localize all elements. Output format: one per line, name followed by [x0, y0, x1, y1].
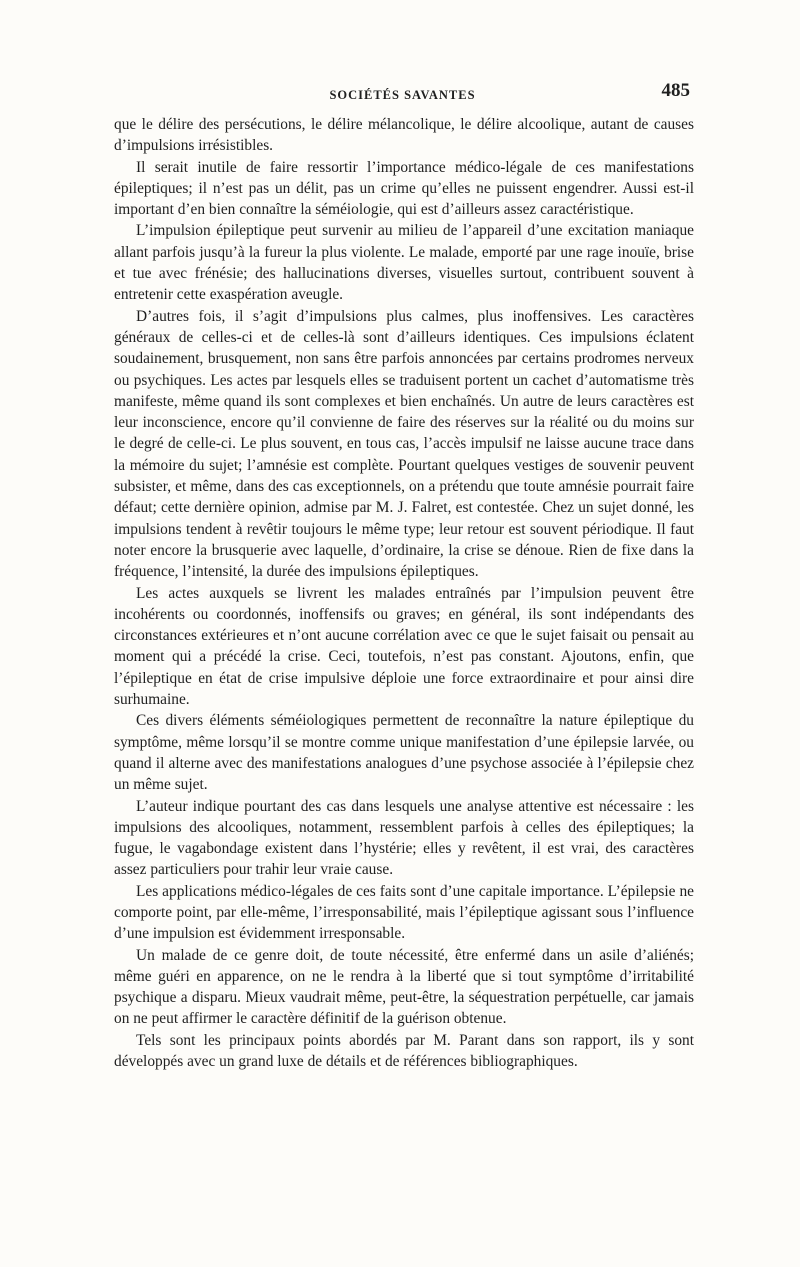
running-title: SOCIÉTÉS SAVANTES — [329, 88, 476, 102]
body-text — [114, 114, 694, 1072]
paragraph: L’impulsion épileptique peut survenir au milieu de l’appareil d’une excitation maniaque allant parfois jusqu’à la fureur la plus violente. Le malade, emporté par une rage inouïe, brise et tue avec frénésie; des hallucinations diverses, visuelles surtout, contribuent souvent à entretenir cette exaspération aveugle. — [114, 222, 694, 304]
running-head — [115, 80, 690, 106]
paragraph: Ces divers éléments séméiologiques permettent de reconnaître la nature épileptique du symptôme, même lorsqu’il se montre comme unique manifestation d’une épilepsie larvée, ou quand il alterne avec des manifestations analogues d’une psychose associée à l’épilepsie chez un même sujet. — [114, 712, 694, 794]
paragraph: Il serait inutile de faire ressortir l’importance médico-légale de ces manifestations épileptiques; il n’est pas un délit, pas un crime qu’elles ne puissent engendrer. Aussi est-il important d’en bien connaître la séméiologie, qui est d’ailleurs assez caractéristique. — [114, 158, 694, 219]
page-number: 485 — [661, 80, 690, 101]
paragraph: D’autres fois, il s’agit d’impulsions plus calmes, plus inoffensives. Les caractères généraux de celles-ci et de celles-là sont d’ailleurs identiques. Ces impulsions éclatent soudainement, brusquement, non sans être parfois annoncées par certains prodromes nerveux ou psychiques. Les actes par lesquels elles se traduisent portent un cachet d’automatisme très manifeste, même quand ils sont complexes et bien enchaînés. Un autre de leurs caractères est leur inconscience, encore qu’il convienne de faire des réserves sur la réalité ou du moins sur le degré de celle-ci. Le plus souvent, en tous cas, l’accès impulsif ne laisse aucune trace dans la mémoire du sujet; l’amnésie est complète. Pourtant quelques vestiges de souvenir peuvent subsister, et même, dans des cas exceptionnels, on a prétendu que toute amnésie pourrait faire défaut; cette dernière opinion, admise par M. J. Falret, est contestée. Chez un sujet donné, les impulsions tendent à revêtir toujours le même type; leur retour est souvent périodique. Il faut noter encore la brusquerie avec laquelle, d’ordinaire, la crise se dénoue. Rien de fixe dans la fréquence, l’intensité, la durée des impulsions épileptiques. — [114, 307, 694, 581]
paragraph: L’auteur indique pourtant des cas dans lesquels une analyse attentive est nécessaire : les impulsions des alcooliques, notamment, ressemblent parfois à celles des épileptiques; la fugue, le vagabondage existent dans l’hystérie; elles y revêtent, il est vrai, des caractères assez particuliers pour trahir leur vraie cause. — [114, 797, 694, 879]
paragraph: Un malade de ce genre doit, de toute nécessité, être enfermé dans un asile d’aliénés; même guéri en apparence, on ne le rendra à la liberté que si tout symptôme d’irritabilité psychique a disparu. Mieux vaudrait même, peut-être, la séquestration perpétuelle, car jamais on ne peut affirmer le caractère définitif de la guérison obtenue. — [114, 946, 694, 1028]
paragraph: Tels sont les principaux points abordés par M. Parant dans son rapport, ils y sont développés avec un grand luxe de détails et de références bibliographiques. — [114, 1031, 694, 1071]
paragraph-continuation: que le délire des persécutions, le délire mélancolique, le délire alcoolique, autant de causes d’impulsions irrésistibles. — [114, 116, 694, 155]
paragraph: Les applications médico-légales de ces faits sont d’une capitale importance. L’épilepsie ne comporte point, par elle-même, l’irresponsabilité, mais l’épileptique agissant sous l’influence d’une impulsion est évidemment irresponsable. — [114, 882, 694, 943]
paragraph: Les actes auxquels se livrent les malades entraînés par l’impulsion peuvent être incohérents ou coordonnés, inoffensifs ou graves; en général, ils sont indépendants des circonstances extérieures et n’ont aucune corrélation avec ce que le sujet faisait ou pensait au moment qui a précédé la crise. Ceci, toutefois, n’est pas constant. Ajoutons, enfin, que l’épileptique en état de crise impulsive déploie une force extraordinaire et pour ainsi dire surhumaine. — [114, 584, 694, 709]
